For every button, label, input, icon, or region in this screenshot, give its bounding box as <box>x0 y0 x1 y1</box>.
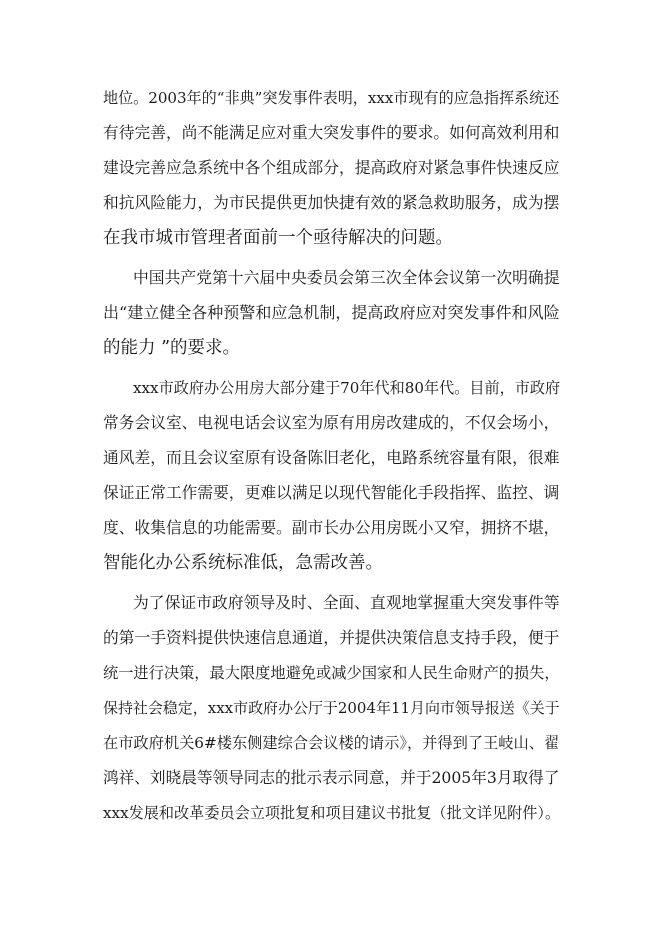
paragraph-3-line-3: 通风差，而且会议室原有设备陈旧老化，电路系统容量有限，很难 <box>103 448 560 467</box>
paragraph-4-line-1: 为了保证市政府领导及时、全面、直观地掌握重大突发事件等 <box>133 593 560 612</box>
paragraph-4-line-7: xxx发展和改革委员会立项批复和项目建议书批复（批文详见附件）。 <box>103 804 561 822</box>
paragraph-3-line-2: 常务会议室、电视电话会议室为原有用房改建成的，不仅会场小， <box>103 413 560 432</box>
paragraph-1-line-3: 建设完善应急系统中各个组成部分，提高政府对紧急事件快速反应 <box>103 158 560 177</box>
paragraph-2-line-3: 的能力 ”的要求。 <box>103 338 241 358</box>
paragraph-2-line-2: 出“建立健全各种预警和应急机制，提高政府应对突发事件和风险 <box>103 303 560 322</box>
paragraph-4-line-2: 的第一手资料提供快速信息通道，并提供决策信息支持手段，便于 <box>103 628 560 647</box>
paragraph-2-line-1: 中国共产党第十六届中央委员会第三次全体会议第一次明确提 <box>133 268 560 287</box>
paragraph-1-line-1: 地位。2003年的“非典”突发事件表明，xxx市现有的应急指挥系统还 <box>103 89 560 107</box>
paragraph-4-line-3: 统一进行决策，最大限度地避免或减少国家和人民生命财产的损失， <box>103 664 560 682</box>
paragraph-1-line-2: 有待完善，尚不能满足应对重大突发事件的要求。如何高效利用和 <box>103 123 560 142</box>
paragraph-4-line-4: 保持社会稳定，xxx市政府办公厅于2004年11月向市领导报送《关于 <box>103 699 560 717</box>
paragraph-3-line-1: xxx市政府办公用房大部分建于70年代和80年代。目前，市政府 <box>133 379 561 397</box>
paragraph-3-line-6: 智能化办公系统标准低，急需改善。 <box>103 553 383 573</box>
paragraph-3-line-4: 保证正常工作需要，更难以满足以现代智能化手段指挥、监控、调 <box>103 483 560 502</box>
paragraph-1-line-4: 和抗风险能力，为市民提供更加快捷有效的紧急救助服务，成为摆 <box>103 193 560 212</box>
paragraph-4-line-5: 在市政府机关6#楼东侧建综合会议楼的请示》，并得到了王岐山、翟 <box>103 734 560 752</box>
paragraph-4-line-6: 鸿祥、刘晓晨等领导同志的批示表示同意，并于2005年3月取得了 <box>103 768 560 787</box>
paragraph-3-line-5: 度、收集信息的功能需要。副市长办公用房既小又窄，拥挤不堪， <box>103 518 560 537</box>
paragraph-1-line-5: 在我市城市管理者面前一个亟待解决的问题。 <box>103 228 453 248</box>
